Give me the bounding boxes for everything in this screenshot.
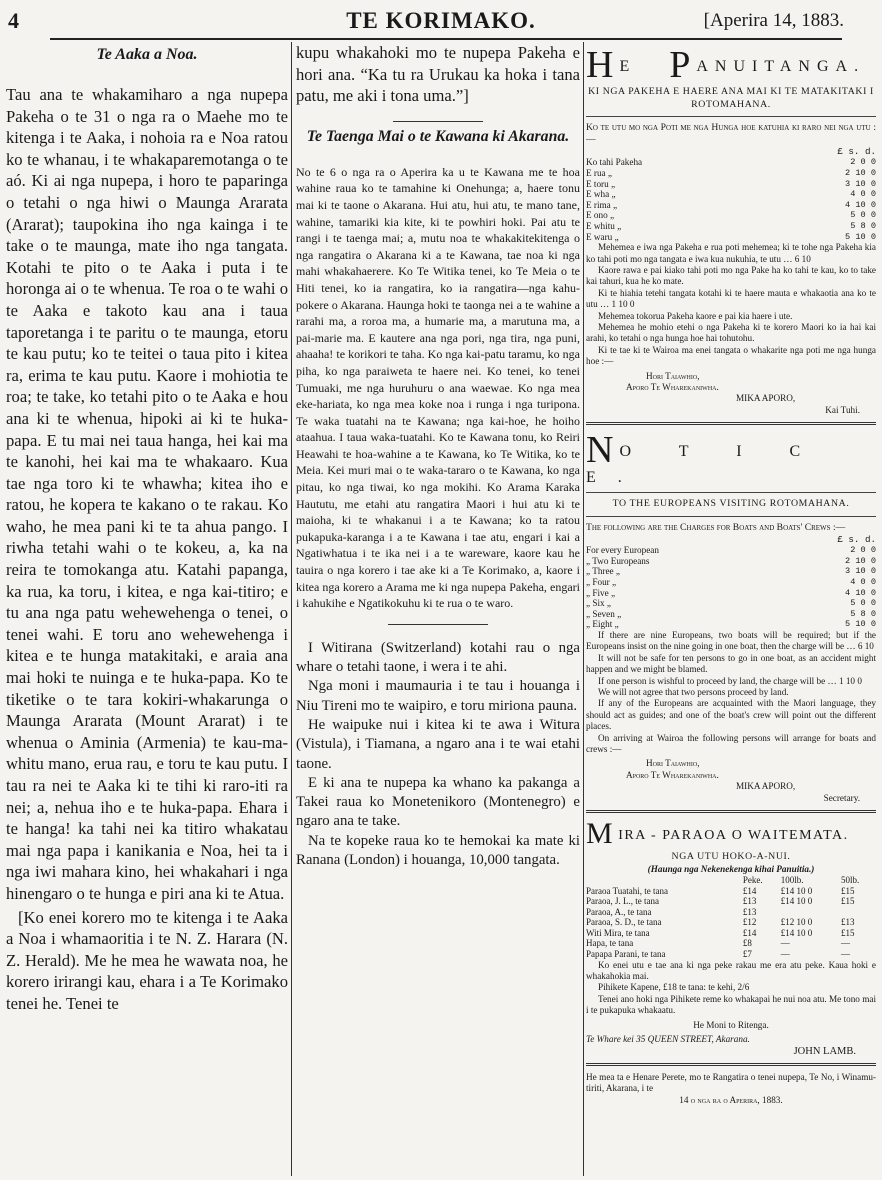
fee-note: It will not be safe for ten persons to go in one boat, as an accident might happen and we might be blamed.	[586, 652, 876, 675]
page-number: 4	[8, 8, 19, 33]
mira-name: JOHN LAMB.	[793, 1045, 856, 1057]
price-header: Peke. 100lb. 50lb.	[742, 874, 860, 885]
fee-row: Ko tahi Pakeha 2 0 0	[586, 157, 876, 168]
fee-row: E whitu „ 5 8 0	[586, 220, 876, 231]
price-row: Hapa, te tana £8 — —	[586, 938, 851, 949]
price-row: Paraoa Tuatahi, te tana £14 £14 10 0 £15	[586, 885, 855, 896]
fee-note: On arriving at Wairoa the following persons will arrange for boats and crews :—	[586, 732, 876, 754]
article-paragraph: Tau ana te whakamiharo a nga nupepa Pakeha o te 31 o nga ra o Maehe mo te kitenga i te Aaka, i nohoia ra e Noa ratou ko te whanau, i te whakaparemotanga o te aó. Ki ai nga nupepa, i horo te paparinga o tetahi o nga hiwi o Maunga Ararata (Ararat); taupokina iho nga kainga i te take o te maunga, mate iho nga tangata. Kotahi te pito o te Aaka i puta i te horonga ai o te whenua. Te roa o te wahi o te Aaka e takoto kau ana i taua taporetanga i te paritu o te maunga, etoru te kau putu; ko te teitei o taua pito i kitea ra, erima te kau putu. Kaore i mohiotia te roa; te take, ko tetahi pito o te Aaka e hou ana ki te whenua, hipoki ai ki te huka-papa. E tu mai nei taua hanga, hei kai ma te kanohi, hei kai ma te whakaaro. Kua tae nga toro ki te whawha; kitea iho e ratou, he kopera te kakano o te rakau. Ko waho, he mea pani ki te ta ahua pango. I riwha tetahi wahi o te kokeu, a, ka na reira te tomokanga atu. Katahi papanga, ka rua, ka toru, i kitea, e nga kai-titiro; e tu ana nga patu wehewehenga o tenei, o tenei wahi. E toru ano wehewehenga i kitea e te hunga matakitaki, e araia ana mai hoki te nuinga e te huka-papa. Ko te tiketike o te tara kokiri-whakarunga o Maunga Ararata (Mount Ararat) i te whenua o Aminia (Armenia) te kau-ma-whitu mano, erua rau, e toru te kau putu. I tau ra nei te Aaka ki te tihi ki raro-iti ra nei; a, nehua iho e te huka-papa. Ehara i te hanga! ka tahi nei ka titiro whakatau mai nga papa i kanikania e Noa, hei ta i nga iwi mahara kino, hei whakahari i nga hinengaro o te hunga e piri ana ki te Atua.	[6, 85, 288, 903]
mira-moni: He Moni to Ritenga.	[693, 1019, 769, 1030]
fee-row: „ Six „ 5 0 0	[586, 598, 876, 609]
fee-note: We will not agree that two persons proceed by land.	[598, 686, 789, 697]
column-2	[296, 42, 580, 1176]
price-row: Paraoa, J. L., te tana £13 £14 10 0 £15	[586, 896, 855, 907]
issue-date: [Aperira 14, 1883.	[703, 10, 844, 31]
fee-note: Ki te hiahia tetehi tangata kotahi ki te haere mauta e whakaotia ana ko te utu … 1 10 0	[586, 287, 876, 310]
news-item: E ki ana te nupepa ka whano ka pakanga a Takei raua ko Monetenikoro (Montenegro) e ngaro ana te take.	[296, 774, 580, 830]
news-item: Na te kopeke raua ko te hemokai ka mate ki Ranana (London) i houanga, 10,000 tangata.	[296, 832, 580, 869]
column-3	[586, 42, 876, 1176]
fee-row: „ Three „ 3 10 0	[586, 566, 876, 577]
signature: Secretary.	[823, 792, 860, 803]
mira-address: Te Whare kei 35 QUEEN STREET, Akarana.	[586, 1034, 750, 1045]
notice-title: N O T I C E.	[586, 429, 823, 487]
fee-note: Mehemea e iwa nga Pakeha e rua poti mehemea; ki te tohe nga Pakeha kia ko tahi poti mo nga tangata e iwa kua nukuhia, te utu … 6 10	[586, 242, 876, 264]
imprint-date: 14 o nga ra o Aperira, 1883.	[679, 1094, 783, 1105]
price-row: Paraoa, A., te tana £13	[586, 906, 757, 917]
divider	[393, 121, 483, 122]
panuitanga-intro: Ko te utu mo nga Poti me nga Hunga hoe katuhia ki raro nei nga utu :—	[586, 122, 876, 145]
article-continuation: kupu whakahoki mo te nupepa Pakeha e hori ana. “Ka tu ra Urukau ka hoka i tana patu, me aki i tona uma.”]	[296, 43, 580, 106]
panuitanga-fee-table	[586, 157, 876, 242]
signature: Aporo Te Wharekaniwha.	[626, 769, 719, 780]
signature: Hori Taiawhio,	[646, 370, 700, 381]
page-header	[0, 6, 882, 36]
mira-note: Pihikete Kapene, £18 te tana: te kehi, 2/6	[598, 982, 750, 993]
fee-note: If any of the Europeans are acquainted with the Maori language, they should act as guides; and one of the boat's crew will point out the different places.	[586, 698, 876, 732]
fee-note: If there are nine Europeans, two boats will be required; but if the Europeans insist on the nine going in one boat, then the charge will be … 6 10	[586, 629, 876, 652]
mira-note: Tenei ano hoki nga Pihikete reme ko whakapai he nui noa atu. Me tono mai i te pukapuka whakaatu.	[586, 993, 876, 1016]
fee-note: Mehemea tokorua Pakeha kaore e pai kia haere i ute.	[598, 310, 793, 321]
divider	[388, 624, 488, 625]
fee-row: „ Seven „ 5 8 0	[586, 608, 876, 619]
article-title: Te Aaka a Noa.	[96, 46, 198, 63]
fee-row: For every European 2 0 0	[586, 545, 876, 556]
mira-note: Ko enei utu e tae ana ki nga peke rakau me era atu peke. Kaua hoki e whakahokia mai.	[586, 959, 876, 982]
column-divider	[583, 42, 584, 1176]
signature: Hori Taiawhio,	[646, 758, 700, 769]
price-row: Paraoa, S. D., te tana £12 £12 10 0 £13	[586, 917, 855, 928]
mira-price-table	[586, 875, 876, 960]
divider	[586, 1063, 876, 1066]
signature: MIKA APORO,	[736, 393, 796, 404]
fee-row: E toru „ 3 10 0	[586, 178, 876, 189]
printer-imprint: He mea ta e Henare Perete, mo te Rangatira o tenei nupepa, Te No, i Winamu-tiriti, Akarana, i te	[586, 1071, 876, 1094]
fee-note: Kaore rawa e pai kiako tahi poti mo nga Pake ha ko tahi te kau, ko to take kai tahuri, kua he ko mate.	[586, 264, 876, 287]
divider	[586, 116, 876, 117]
news-item: He waipuke nui i kitea ki te awa i Witura (Vistula), i Tiamana, a ngaro ana i te wai etahi taone.	[296, 717, 580, 772]
article-title: Te Taenga Mai o te Kawana ki Akarana.	[306, 127, 570, 145]
notice-intro: The following are the Charges for Boats and Boats' Crews :—	[586, 521, 846, 533]
mira-subtitle: NGA UTU HOKO-A-NUI.	[671, 851, 791, 862]
fee-row: E rua „ 2 10 0	[586, 168, 876, 178]
notice-fee-table	[586, 545, 876, 630]
masthead: TE KORIMAKO.	[346, 8, 536, 33]
signature: Aporo Te Wharekaniwha.	[626, 382, 719, 393]
news-item: Nga moni i maumauria i te tau i houanga i Niu Tireni mo te waipiro, e toru miriona pauna.	[296, 678, 580, 714]
header-rule	[50, 38, 842, 40]
money-heading: £ s. d.	[837, 146, 876, 157]
fee-row: „ Eight „ 5 10 0	[586, 619, 876, 630]
fee-row: „ Two Europeans 2 10 0	[586, 555, 876, 566]
column-divider	[291, 42, 292, 1176]
column-1	[6, 42, 288, 1176]
signature: Kai Tuhi.	[825, 404, 860, 415]
fee-row: „ Five „ 4 10 0	[586, 587, 876, 598]
fee-row: „ Four „ 4 0 0	[586, 576, 876, 587]
mira-subtitle-2: (Haunga nga Nekenekenga kihai Panuitia.)	[647, 863, 815, 874]
panuitanga-title: H E P ANUITANGA.	[586, 44, 866, 86]
price-row: Witi Mira, te tana £14 £14 10 0 £15	[586, 927, 855, 938]
fee-note: Mehemea he mohio etehi o nga Pakeha ki te korero Maori ko ia hai kai arahi, ko tetahi o nga hunga hoe hai tohutohu.	[586, 322, 876, 344]
divider	[586, 492, 876, 493]
fee-row: E waru „ 5 10 0	[586, 231, 876, 242]
panuitanga-subtitle: KI NGA PAKEHA E HAERE ANA MAI KI TE MATAKITAKI I ROTOMAHANA.	[588, 86, 874, 110]
signature: MIKA APORO,	[736, 781, 796, 792]
fee-note: Ki te tae ki te Wairoa ma enei tangata o whakarite nga poti me nga hunga hoe :—	[586, 344, 876, 367]
article-paragraph: [Ko enei korero mo te kitenga i te Aaka a Noa i whamaoritia i te N. Z. Harara (N. Z. Herald). Me he mea he wawata noa, he korero irirangi kau, ehara i a Te Korimako tenei he. Tenei te	[6, 907, 288, 1013]
divider	[586, 810, 876, 813]
article-paragraph: No te 6 o nga ra o Aperira ka u te Kawana me te hoa wahine raua ko te tamahine ki Onehunga; a, haere tonu mai ki te taone o Akarana. Hui atu, hui atu, te mano tane, wahine, tamariki kia kite, ki te powhiri hoki. Pai atu te rangi i te taenga mai; a, mutu noa te whakakitekitenga o nga rangatira o Akarana ki a te Kawana, tae noa ki nga mahi whakahaerere. Ko Te Witika tenei, ko Te Meia o te Hiti tenei, ko ia rangatira, ko ia rangatira—nga kahu-pokere o Akarana. Haunga hoki te taonga nei a te wahine a rarahi ma, a roroa ma, a humarie ma, a marutuna ma, a pai-marie ma. E kautere ana nga pori, nga tira, nga puni, ahaaha! te korikori te taha. Ko nga kai-patu taramu, ko nga piha, ko nga paraiweta te haere nei. Ko tenei, ko tenei Tumuaki, me nga huruhuru o ana waewae. Ko nga mea eke-hariata, ko nga mea koke noa i runga i nga turipona. Te waka tuatahi na te Kawana; nga kai-hoe, he hoiho ataahua. I taua waka-tuatahi. Ko te Kawana tonu, ko Reiri Heawahi te hoa-wahine a te Kawana, ko Te Witika, ko te Meia. Kei muri mai o te waka-tararo o te Kawana, ko nga pitau, ko nga tiwai, ko nga mokihi. Ko Arama Karaka Haututu, me etahi atu rangatira Maori i hui atu ki te maioha, ki te whakanui i a te Kawana; ko ta ratou pukapuka-karanga i a te Kawana i tae atu, engari i kai a Ngatiwhatua i te ika nei i a te wareware, kaore kau he tauira o nga korero i tae ake ki a Te Korimako, a, kaore i kitea nga korero a Arama me ki nga nupepa Pakeha, engari i kahukihe e Ngatikokuhu ki te rua o te waro.	[296, 164, 580, 611]
fee-row: E wha „ 4 0 0	[586, 189, 876, 200]
divider	[586, 422, 876, 425]
money-heading: £ s. d.	[837, 533, 876, 545]
fee-note: If one person is wishful to proceed by land, the charge will be … 1 10 0	[598, 675, 862, 686]
notice-subtitle: TO THE EUROPEANS VISITING ROTOMAHANA.	[612, 498, 850, 510]
fee-row: E ono „ 5 0 0	[586, 210, 876, 221]
news-item: I Witirana (Switzerland) kotahi rau o nga whare o tetahi taone, i wera i te ahi.	[296, 639, 580, 676]
divider	[586, 516, 876, 517]
mira-title: MIRA - PARAOA O WAITEMATA.	[586, 817, 849, 850]
price-row: Papapa Parani, te tana £7 — —	[586, 949, 851, 960]
fee-row: E rima „ 4 10 0	[586, 199, 876, 210]
